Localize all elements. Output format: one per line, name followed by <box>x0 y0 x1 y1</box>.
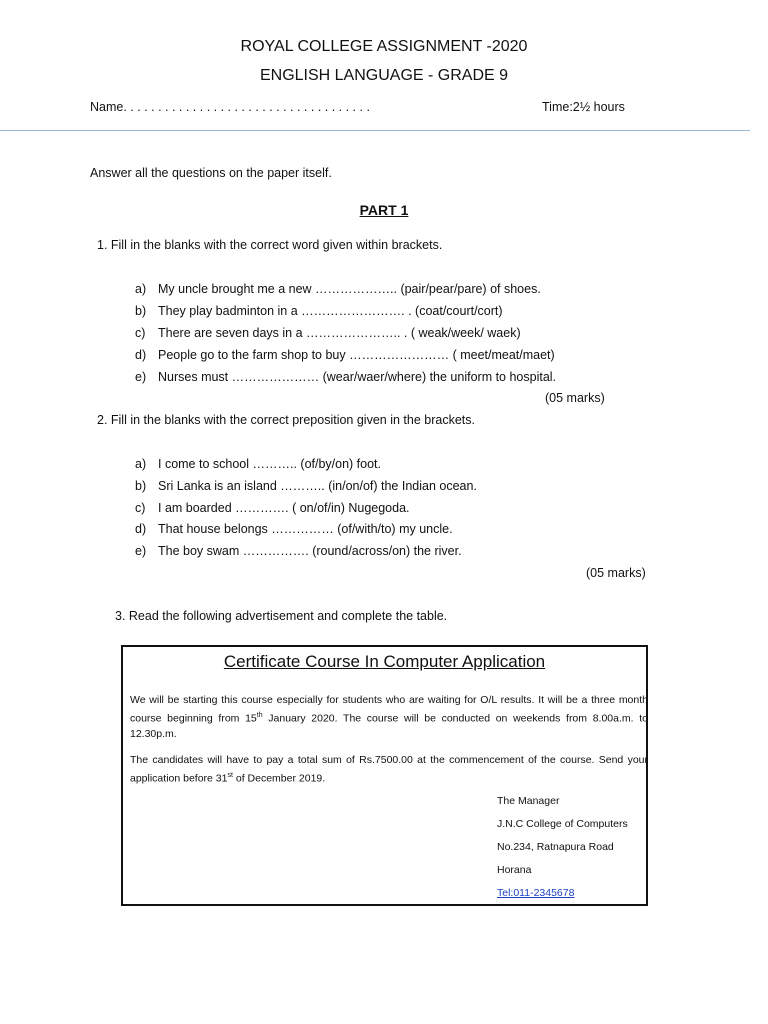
list-item: b) They play badminton in a ……………………. . (coat/court/cort) <box>135 304 503 318</box>
address-line: Horana <box>497 864 532 876</box>
list-item: e) The boy swam ……………. (round/across/on) the river. <box>135 544 462 558</box>
list-item: e) Nurses must ………………… (wear/waer/where) the uniform to hospital. <box>135 370 557 384</box>
advertisement-paragraph-1: We will be starting this course especially for students who are waiting for O/L results. It will be a three month course beginning from 15th January 2020. The course will be conducted on weekends from 8.00a.m. to 12.30p.m. <box>130 694 648 740</box>
advertisement-paragraph-2: The candidates will have to pay a total sum of Rs.7500.00 at the commencement of the course. Send your application before 31st of December 2019. <box>130 754 648 785</box>
subject-title: ENGLISH LANGUAGE - GRADE 9 <box>259 67 509 84</box>
name-field-label: Name. . . . . . . . . . . . . . . . . . . . . . . . . . . . . . . . . . . . <box>90 100 370 114</box>
time-label: Time:2½ hours <box>542 100 625 114</box>
address-line: The Manager <box>497 795 560 807</box>
part-title: PART 1 <box>359 202 409 218</box>
address-line: No.234, Ratnapura Road <box>497 841 614 853</box>
list-item: c) I am boarded …………. ( on/of/in) Nugegoda. <box>135 501 410 515</box>
question-1-title: 1. Fill in the blanks with the correct word given within brackets. <box>97 238 443 252</box>
advertisement-title: Certificate Course In Computer Application <box>223 652 546 671</box>
list-item: c) There are seven days in a ………………….. . ( weak/week/ waek) <box>135 326 521 340</box>
question-2-title: 2. Fill in the blanks with the correct preposition given in the brackets. <box>97 413 475 427</box>
list-item: a) My uncle brought me a new ……………….. (pair/pear/pare) of shoes. <box>135 282 541 296</box>
list-item: b) Sri Lanka is an island ……….. (in/on/of) the Indian ocean. <box>135 479 477 493</box>
assignment-title: ROYAL COLLEGE ASSIGNMENT -2020 <box>240 38 528 55</box>
list-item: d) That house belongs …………… (of/with/to) my uncle. <box>135 522 453 536</box>
address-line: J.N.C College of Computers <box>497 818 628 830</box>
instruction-text: Answer all the questions on the paper itself. <box>90 166 332 180</box>
list-item: a) I come to school ……….. (of/by/on) foot. <box>135 457 382 471</box>
header-divider <box>0 130 750 131</box>
question-3-title: 3. Read the following advertisement and complete the table. <box>115 609 448 623</box>
telephone-link[interactable]: Tel:011-2345678 <box>497 887 575 899</box>
question-2-marks: (05 marks) <box>586 566 646 580</box>
list-item: d) People go to the farm shop to buy …………………… ( meet/meat/maet) <box>135 348 555 362</box>
question-1-marks: (05 marks) <box>545 391 605 405</box>
